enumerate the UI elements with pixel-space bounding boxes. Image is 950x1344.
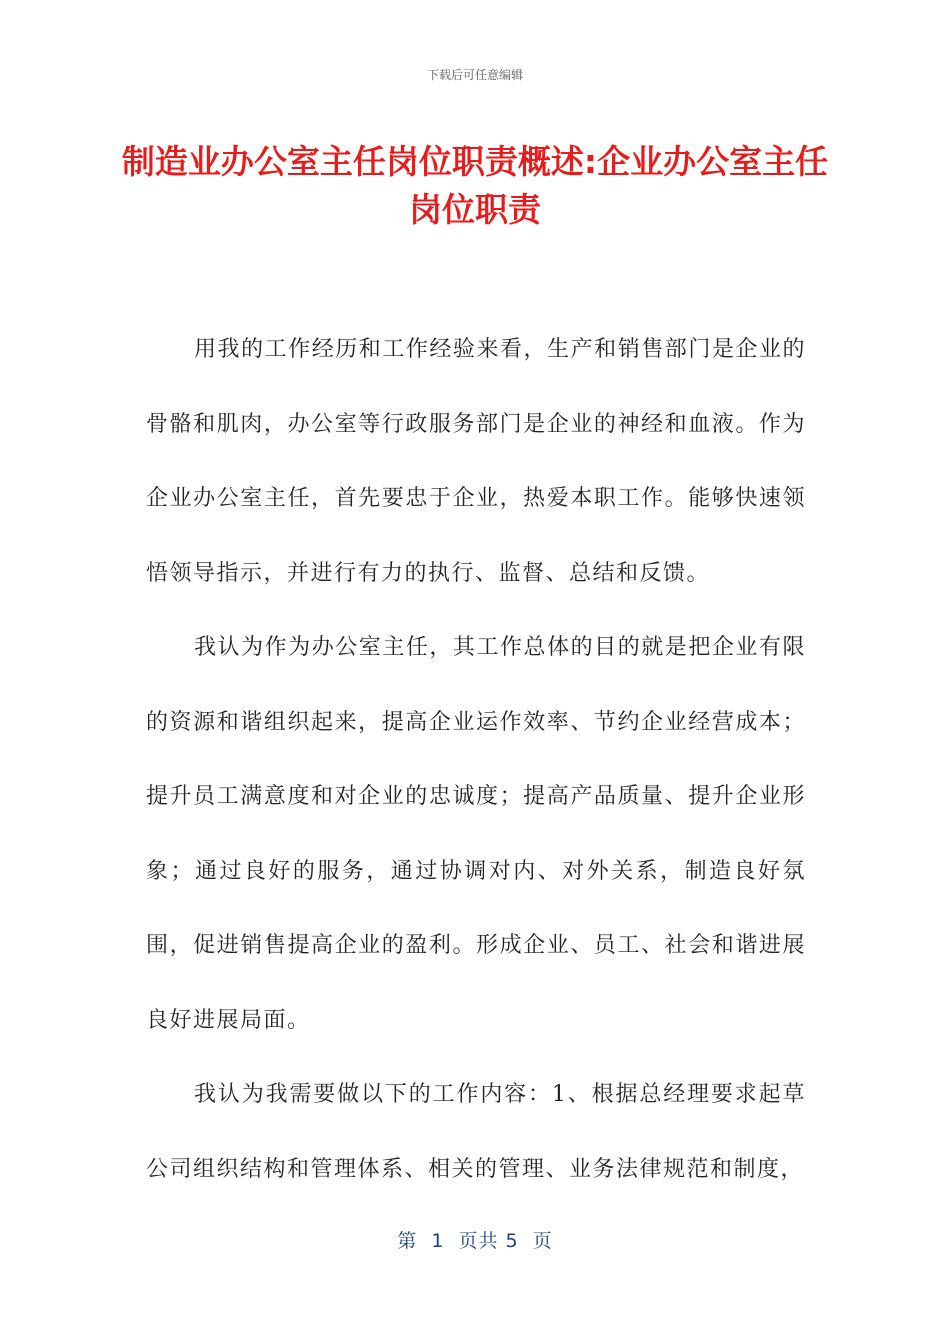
paragraph-2: 我认为作为办公室主任，其工作总体的目的就是把企业有限的资源和谐组织起来，提高企业运作效率、节约企业经营成本；提升员工满意度和对企业的忠诚度；提高产品质量、提升企业形象；通过良好的服务，通过协调对内、对外关系，制造良好氛围，促进销售提高企业的盈利。形成企业、员工、社会和谐进展良好进展局面。 (146, 635, 806, 1033)
paragraph-3: 我认为我需要做以下的工作内容：1、根据总经理要求起草公司组织结构和管理体系、相关的管理、业务法律规范和制度， (146, 1082, 806, 1182)
paragraph-1: 用我的工作经历和工作经验来看，生产和销售部门是企业的骨骼和肌肉，办公室等行政服务部门是企业的神经和血液。作为企业办公室主任，首先要忠于企业，热爱本职工作。能够快速领悟领导指示，并进行有力的执行、监督、总结和反馈。 (146, 337, 806, 586)
header-note: 下载后可任意编辑 (426, 68, 523, 82)
document-body (146, 313, 806, 1207)
document-title: 制造业办公室主任岗位职责概述:企业办公室主任岗位职责 (121, 142, 829, 229)
page-number-footer: 第 1 页共 5 页 (397, 1230, 553, 1252)
